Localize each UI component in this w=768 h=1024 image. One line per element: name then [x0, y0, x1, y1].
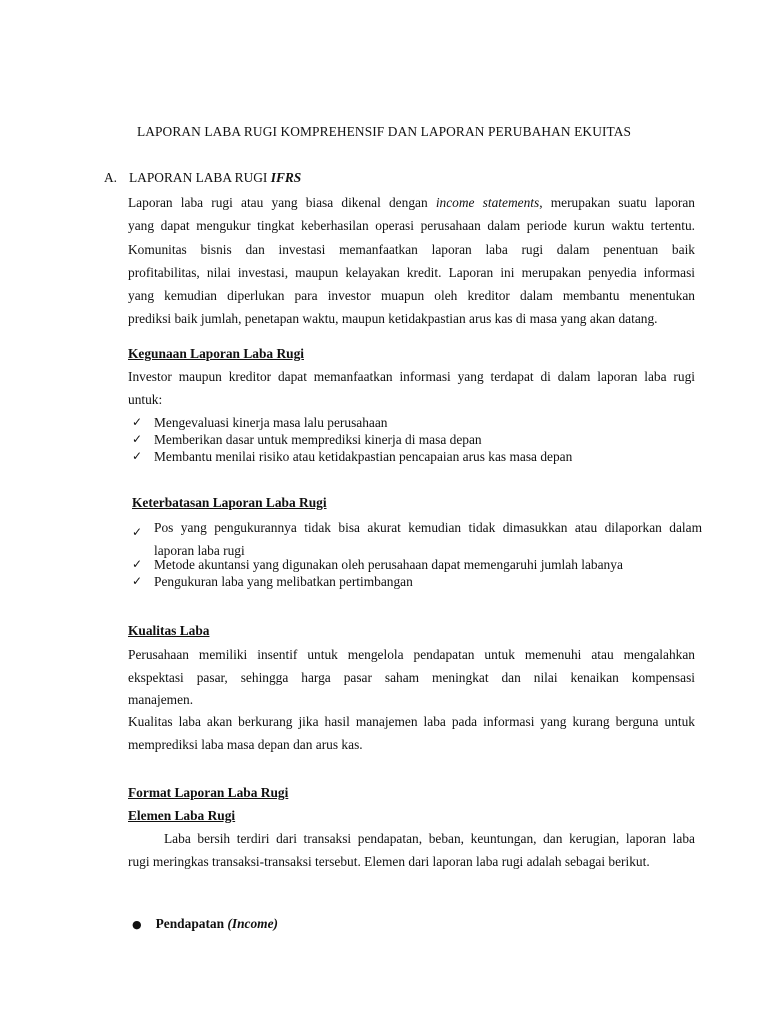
- list-item-text: Membantu menilai risiko atau ketidakpastian pencapaian arus kas masa depan: [154, 449, 573, 464]
- list-item-text: laporan laba rugi: [154, 543, 245, 558]
- format-heading: Format Laporan Laba Rugi: [128, 785, 289, 800]
- bullet-label: Pendapatan: [155, 916, 228, 931]
- section-label-italic: IFRS: [270, 170, 302, 185]
- intro-paragraph: [128, 191, 695, 331]
- intro-italic-term: income statements: [435, 195, 540, 210]
- list-item-text: Mengevaluasi kinerja masa lalu perusahaan: [154, 415, 388, 430]
- kegunaan-line-1: Investor maupun kreditor dapat memanfaatkan informasi yang terdapat di dalam laporan laba rugi: [128, 369, 695, 384]
- list-item-text: Pengukuran laba yang melibatkan pertimbangan: [154, 574, 413, 589]
- list-item: [132, 573, 702, 590]
- bullet-dot-icon: ●: [132, 918, 142, 931]
- intro-line-1: [128, 191, 695, 214]
- format-line-1: Laba bersih terdiri dari transaksi pendapatan, beban, keuntungan, dan kerugian, laporan laba: [164, 831, 695, 846]
- document-title: LAPORAN LABA RUGI KOMPREHENSIF DAN LAPORAN PERUBAHAN EKUITAS: [136, 124, 632, 139]
- intro-line-5: yang kemudian diperlukan para investor muapun oleh kreditor dalam membantu menentukan: [128, 288, 695, 304]
- keterbatasan-heading: Keterbatasan Laporan Laba Rugi: [132, 495, 327, 510]
- intro-line-2: yang dapat mengukur tingkat keberhasilan operasi perusahaan dalam periode kurun waktu tertentu.: [128, 218, 695, 234]
- list-item-text: Metode akuntansi yang digunakan oleh perusahaan dapat memengaruhi jumlah labanya: [154, 557, 623, 572]
- kegunaan-list: [132, 414, 702, 465]
- intro-text: , merupakan suatu laporan: [539, 195, 696, 210]
- intro-line-6: prediksi baik jumlah, penetapan waktu, maupun ketidakpastian arus kas di masa yang akan datang.: [128, 311, 658, 327]
- kualitas-heading: Kualitas Laba: [128, 623, 210, 638]
- kegunaan-paragraph: [128, 365, 695, 412]
- list-item: [132, 431, 702, 448]
- section-label: LAPORAN LABA RUGI: [129, 170, 271, 185]
- check-icon: ✓: [132, 574, 143, 588]
- intro-line-3: Komunitas bisnis dan investasi memanfaatkan laporan laba rugi dalam penentuan baik: [128, 241, 695, 257]
- section-letter: A.: [104, 170, 118, 185]
- list-item-text: Pos yang pengukurannya tidak bisa akurat kemudian tidak dimasukkan atau dilaporkan dalam: [154, 520, 702, 535]
- kualitas-line-3: manajemen.: [128, 691, 194, 707]
- check-icon: ✓: [132, 415, 143, 429]
- list-item-text: Memberikan dasar untuk memprediksi kinerja di masa depan: [154, 432, 482, 447]
- kualitas-line-5: memprediksi laba masa depan dan arus kas.: [128, 736, 363, 752]
- kegunaan-line-2: untuk:: [128, 392, 163, 408]
- check-icon: ✓: [132, 432, 143, 446]
- section-a-heading: [104, 170, 301, 186]
- bullet-label-italic: (Income): [227, 916, 278, 931]
- kegunaan-heading: Kegunaan Laporan Laba Rugi: [128, 346, 304, 361]
- list-item: [132, 448, 702, 465]
- list-item: [132, 556, 702, 573]
- keterbatasan-list: [132, 516, 702, 590]
- kualitas-line-1: Perusahaan memiliki insentif untuk mengelola pendapatan untuk memenuhi atau mengalahkan: [128, 647, 695, 662]
- kualitas-paragraph: [128, 643, 695, 756]
- elemen-subheading: Elemen Laba Rugi: [128, 808, 236, 823]
- kualitas-line-2: ekspektasi pasar, sehingga harga pasar saham meningkat dan nilai kenaikan kompensasi: [128, 670, 695, 686]
- format-line-2: rugi meringkas transaksi-transaksi tersebut. Elemen dari laporan laba rugi adalah sebagai berikut.: [128, 854, 650, 870]
- check-icon: ✓: [132, 449, 143, 463]
- format-paragraph: [128, 827, 695, 874]
- check-icon: ✓: [132, 525, 143, 539]
- pendapatan-bullet: [132, 916, 278, 932]
- check-icon: ✓: [132, 557, 143, 571]
- list-item: [132, 414, 702, 431]
- intro-text: Laporan laba rugi atau yang biasa dikenal dengan: [128, 195, 436, 210]
- kualitas-line-4: Kualitas laba akan berkurang jika hasil manajemen laba pada informasi yang kurang berguna untuk: [128, 713, 695, 729]
- intro-line-4: profitabilitas, nilai investasi, maupun kelayakan kredit. Laporan ini merupakan penyedia informasi: [128, 264, 695, 280]
